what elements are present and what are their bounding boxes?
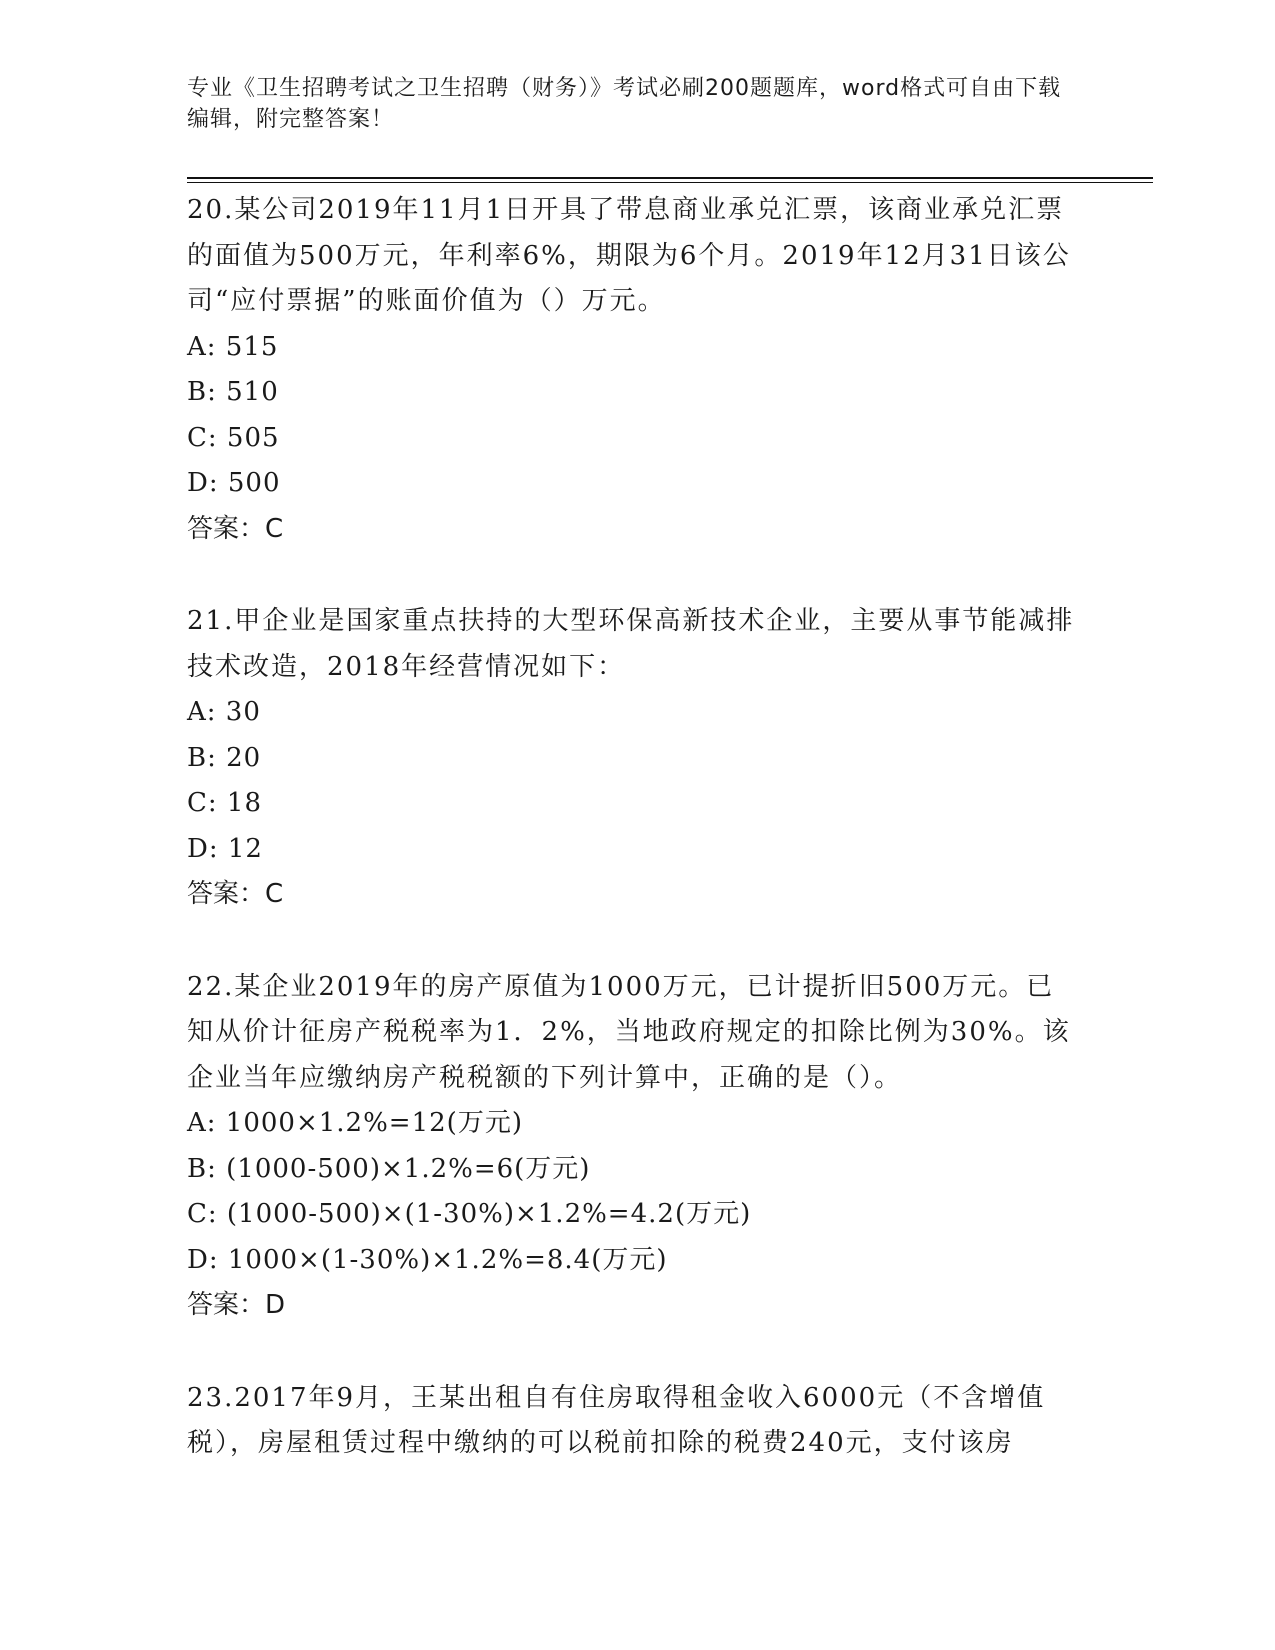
question-22	[187, 965, 1077, 1329]
option-a: A: 30	[187, 697, 261, 727]
answer: 答案：D	[187, 1290, 286, 1320]
question-text: 23.2017年9月，王某出租自有住房取得租金收入6000元（不含增值税），房屋租赁过程中缴纳的可以税前扣除的税费240元，支付该房	[187, 1382, 1046, 1458]
option-c: C: 505	[187, 422, 280, 453]
question-spacer	[187, 918, 1077, 965]
option-b: B: 510	[187, 377, 279, 407]
option-b: B: (1000-500)×1.2%=6(万元)	[187, 1153, 591, 1184]
question-list	[187, 188, 1077, 1467]
answer: 答案：C	[187, 879, 284, 909]
question-21	[187, 599, 1077, 918]
option-a: A: 515	[187, 331, 279, 362]
question-text: 21.甲企业是国家重点扶持的大型环保高新技术企业，主要从事节能减排技术改造，2018年经营情况如下：	[187, 606, 1075, 682]
option-d: D: 500	[187, 468, 281, 498]
option-a: A: 1000×1.2%=12(万元)	[187, 1108, 523, 1138]
option-d: D: 12	[187, 833, 263, 864]
answer: 答案：C	[187, 513, 284, 544]
document-header: 专业《卫生招聘考试之卫生招聘（财务）》考试必刷200题题库，word格式可自由下载编辑，附完整答案！	[187, 76, 1062, 132]
header-rule-thick	[187, 177, 1153, 179]
option-list	[187, 325, 1077, 507]
option-d: D: 1000×(1-30%)×1.2%=8.4(万元)	[187, 1244, 668, 1275]
option-b: B: 20	[187, 742, 262, 773]
question-text: 20.某公司2019年11月1日开具了带息商业承兑汇票，该商业承兑汇票的面值为500万元，年利率6%，期限为6个月。2019年12月31日该公司“应付票据”的账面价值为（）万元。	[187, 195, 1071, 316]
option-c: C: 18	[187, 788, 263, 818]
question-spacer	[187, 552, 1077, 599]
option-list	[187, 690, 1077, 872]
header-rule-thin	[187, 182, 1153, 183]
option-list	[187, 1101, 1077, 1283]
question-23	[187, 1376, 1077, 1467]
question-spacer	[187, 1329, 1077, 1376]
question-text: 22.某企业2019年的房产原值为1000万元，已计提折旧500万元。已知从价计征房产税税率为1．2%，当地政府规定的扣除比例为30%。该企业当年应缴纳房产税税额的下列计算中，正确的是（）。	[187, 971, 1071, 1093]
option-c: C: (1000-500)×(1-30%)×1.2%=4.2(万元)	[187, 1199, 752, 1229]
question-20	[187, 188, 1077, 552]
